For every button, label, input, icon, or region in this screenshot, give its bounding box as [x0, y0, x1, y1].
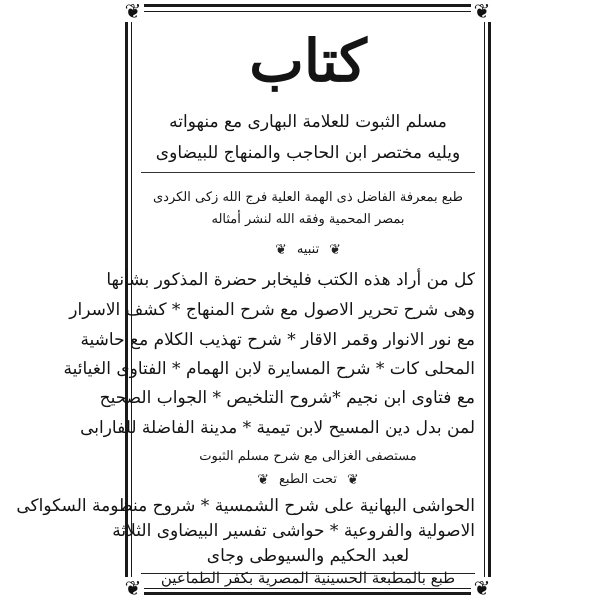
corner-ornament-icon: ❦	[471, 577, 493, 599]
book-title: كتاب	[249, 27, 367, 95]
corner-ornament-icon: ❦	[122, 0, 144, 22]
in-press-line: الاصولية والفروعية * حواشى تفسير البيضاوى الثلاثة	[112, 521, 475, 541]
ornament-icon: ❦	[275, 242, 287, 258]
notice-line: لمن بدل دين المسيح لابن تيمية * مدينة الفاضلة للفارابى	[80, 418, 475, 438]
notice-line: كل من أراد هذه الكتب فليخابر حضرة المذكور بشأنها	[106, 270, 475, 290]
in-press-heading-label: تحت الطبع	[279, 472, 337, 487]
subtitle-line: مسلم الثبوت للعلامة البهارى مع منهواته	[169, 112, 447, 132]
title-page	[16, 14, 475, 587]
subtitle-line: ويليه مختصر ابن الحاجب والمنهاج للبيضاوى	[155, 143, 461, 163]
ornament-icon: ❦	[329, 242, 341, 258]
in-press-line: لعبد الحكيم والسيوطى وجاى	[206, 546, 410, 566]
printer-footer: طبع بالمطبعة الحسينية المصرية بكفر الطماعين	[160, 569, 456, 587]
publisher-line: طبع بمعرفة الفاضل ذى الهمة العلية فرج الله زكى الكردى	[152, 190, 463, 205]
notice-heading-label: تنبيه	[296, 242, 320, 257]
notice-heading	[141, 240, 475, 260]
divider	[141, 172, 475, 173]
ornament-icon: ❦	[257, 472, 269, 488]
notice-line: وهى شرح تحرير الاصول مع شرح المنهاج * كشف الاسرار	[69, 300, 475, 320]
ornament-icon: ❦	[347, 472, 359, 488]
in-press-line: الحواشى البهانية على شرح الشمسية * شروح منظومة السكواكى	[16, 496, 475, 516]
notice-line: مستصفى الغزالى مع شرح مسلم الثبوت	[199, 449, 417, 464]
publisher-line: بمصر المحمية وفقه الله لنشر أمثاله	[211, 212, 405, 227]
notice-line: المحلى كات * شرح المسايرة لابن الهمام * الفتاوى الغيائية	[63, 359, 475, 379]
in-press-heading	[141, 470, 475, 490]
footer-divider	[141, 573, 475, 574]
notice-line: مع فتاوى ابن نجيم *شروح التلخيص * الجواب الصحيح	[99, 388, 475, 408]
corner-ornament-icon: ❦	[122, 577, 144, 599]
corner-ornament-icon: ❦	[471, 0, 493, 22]
notice-line: مع نور الانوار وقمر الاقار * شرح تهذيب الكلام مع حاشية	[80, 330, 475, 350]
